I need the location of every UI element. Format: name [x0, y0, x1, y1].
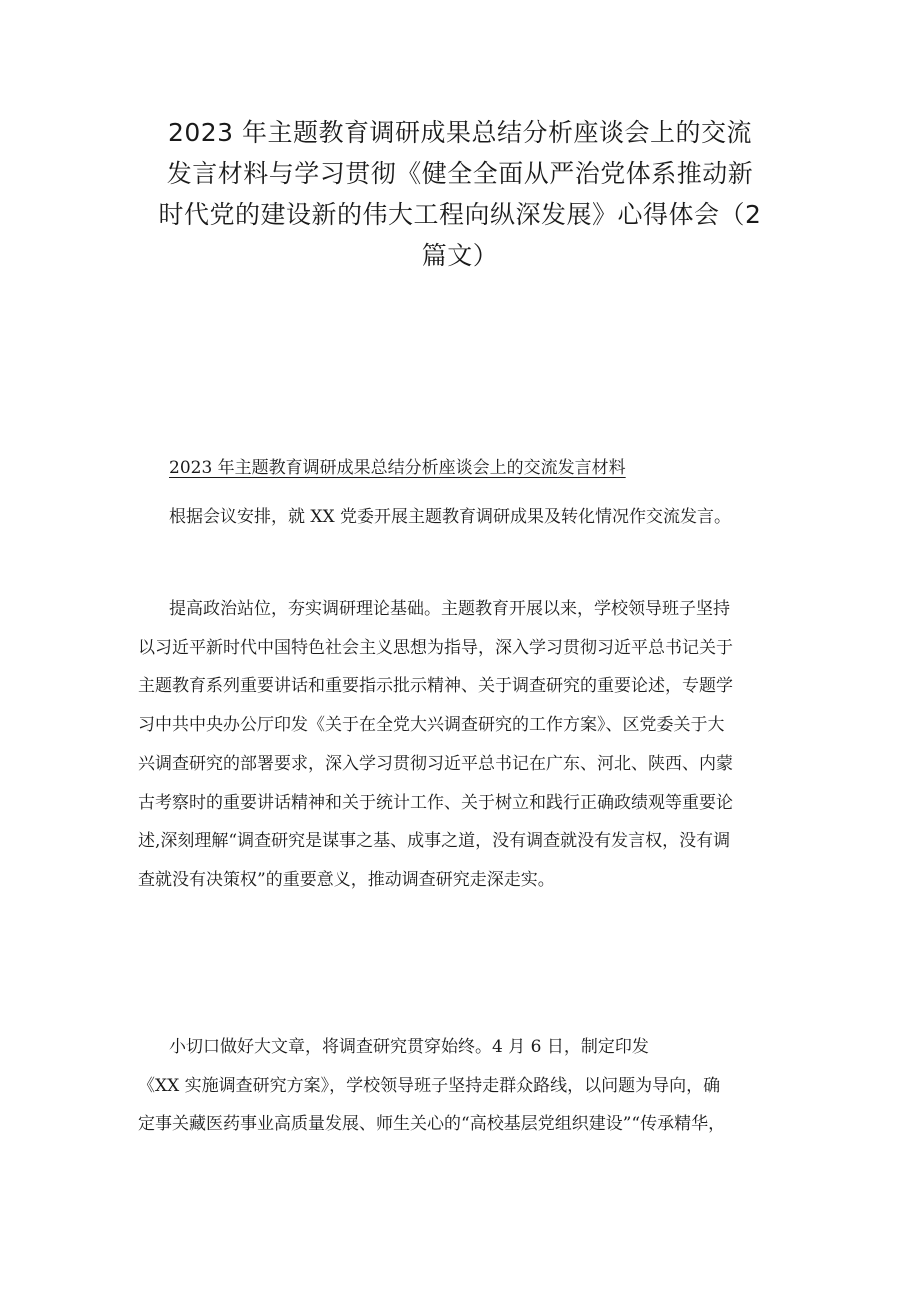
paragraph-line: 古考察时的重要讲话精神和关于统计工作、关于树立和践行正确政绩观等重要论	[138, 792, 733, 813]
paragraph-line: 述,深刻理解“调查研究是谋事之基、成事之道，没有调查就没有发言权，没有调	[138, 831, 731, 852]
paragraph-line: 提高政治站位，夯实调研理论基础。主题教育开展以来，学校领导班子坚持	[169, 599, 730, 619]
paragraph-line: 主题教育系列重要讲话和重要指示批示精神、关于调查研究的重要论述，专题学	[138, 676, 733, 697]
section-heading: 2023 年主题教育调研成果总结分析座谈会上的交流发言材料	[169, 458, 626, 478]
paragraph-line: 习中共中央办公厅印发《关于在全党大兴调查研究的工作方案》、区党委关于大	[138, 715, 725, 736]
title-line: 发言材料与学习贯彻《健全全面从严治党体系推动新	[166, 159, 754, 188]
title-line: 篇文）	[421, 241, 499, 270]
paragraph-political-stance	[138, 590, 788, 900]
intro-paragraph: 根据会议安排，就 XX 党委开展主题教育调研成果及转化情况作交流发言。	[169, 507, 732, 527]
paragraph-line: 查就没有决策权”的重要意义，推动调查研究走深走实。	[138, 869, 555, 890]
paragraph-line: 《XX 实施调查研究方案》，学校领导班子坚持走群众路线，以问题为导向，确	[138, 1075, 721, 1096]
paragraph-line: 兴调查研究的部署要求，深入学习贯彻习近平总书记在广东、河北、陕西、内蒙	[138, 753, 733, 774]
document-title	[110, 112, 810, 276]
paragraph-line: 定事关藏医药事业高质量发展、师生关心的“高校基层党组织建设”“传承精华，	[138, 1114, 726, 1135]
title-line: 2023 年主题教育调研成果总结分析座谈会上的交流	[167, 118, 753, 147]
paragraph-small-entry-point	[138, 1028, 788, 1144]
paragraph-line: 小切口做好大文章，将调查研究贯穿始终。4 月 6 日，制定印发	[169, 1037, 649, 1057]
title-line: 时代党的建设新的伟大工程向纵深发展》心得体会（2	[158, 200, 762, 229]
paragraph-line: 以习近平新时代中国特色社会主义思想为指导，深入学习贯彻习近平总书记关于	[138, 637, 733, 658]
